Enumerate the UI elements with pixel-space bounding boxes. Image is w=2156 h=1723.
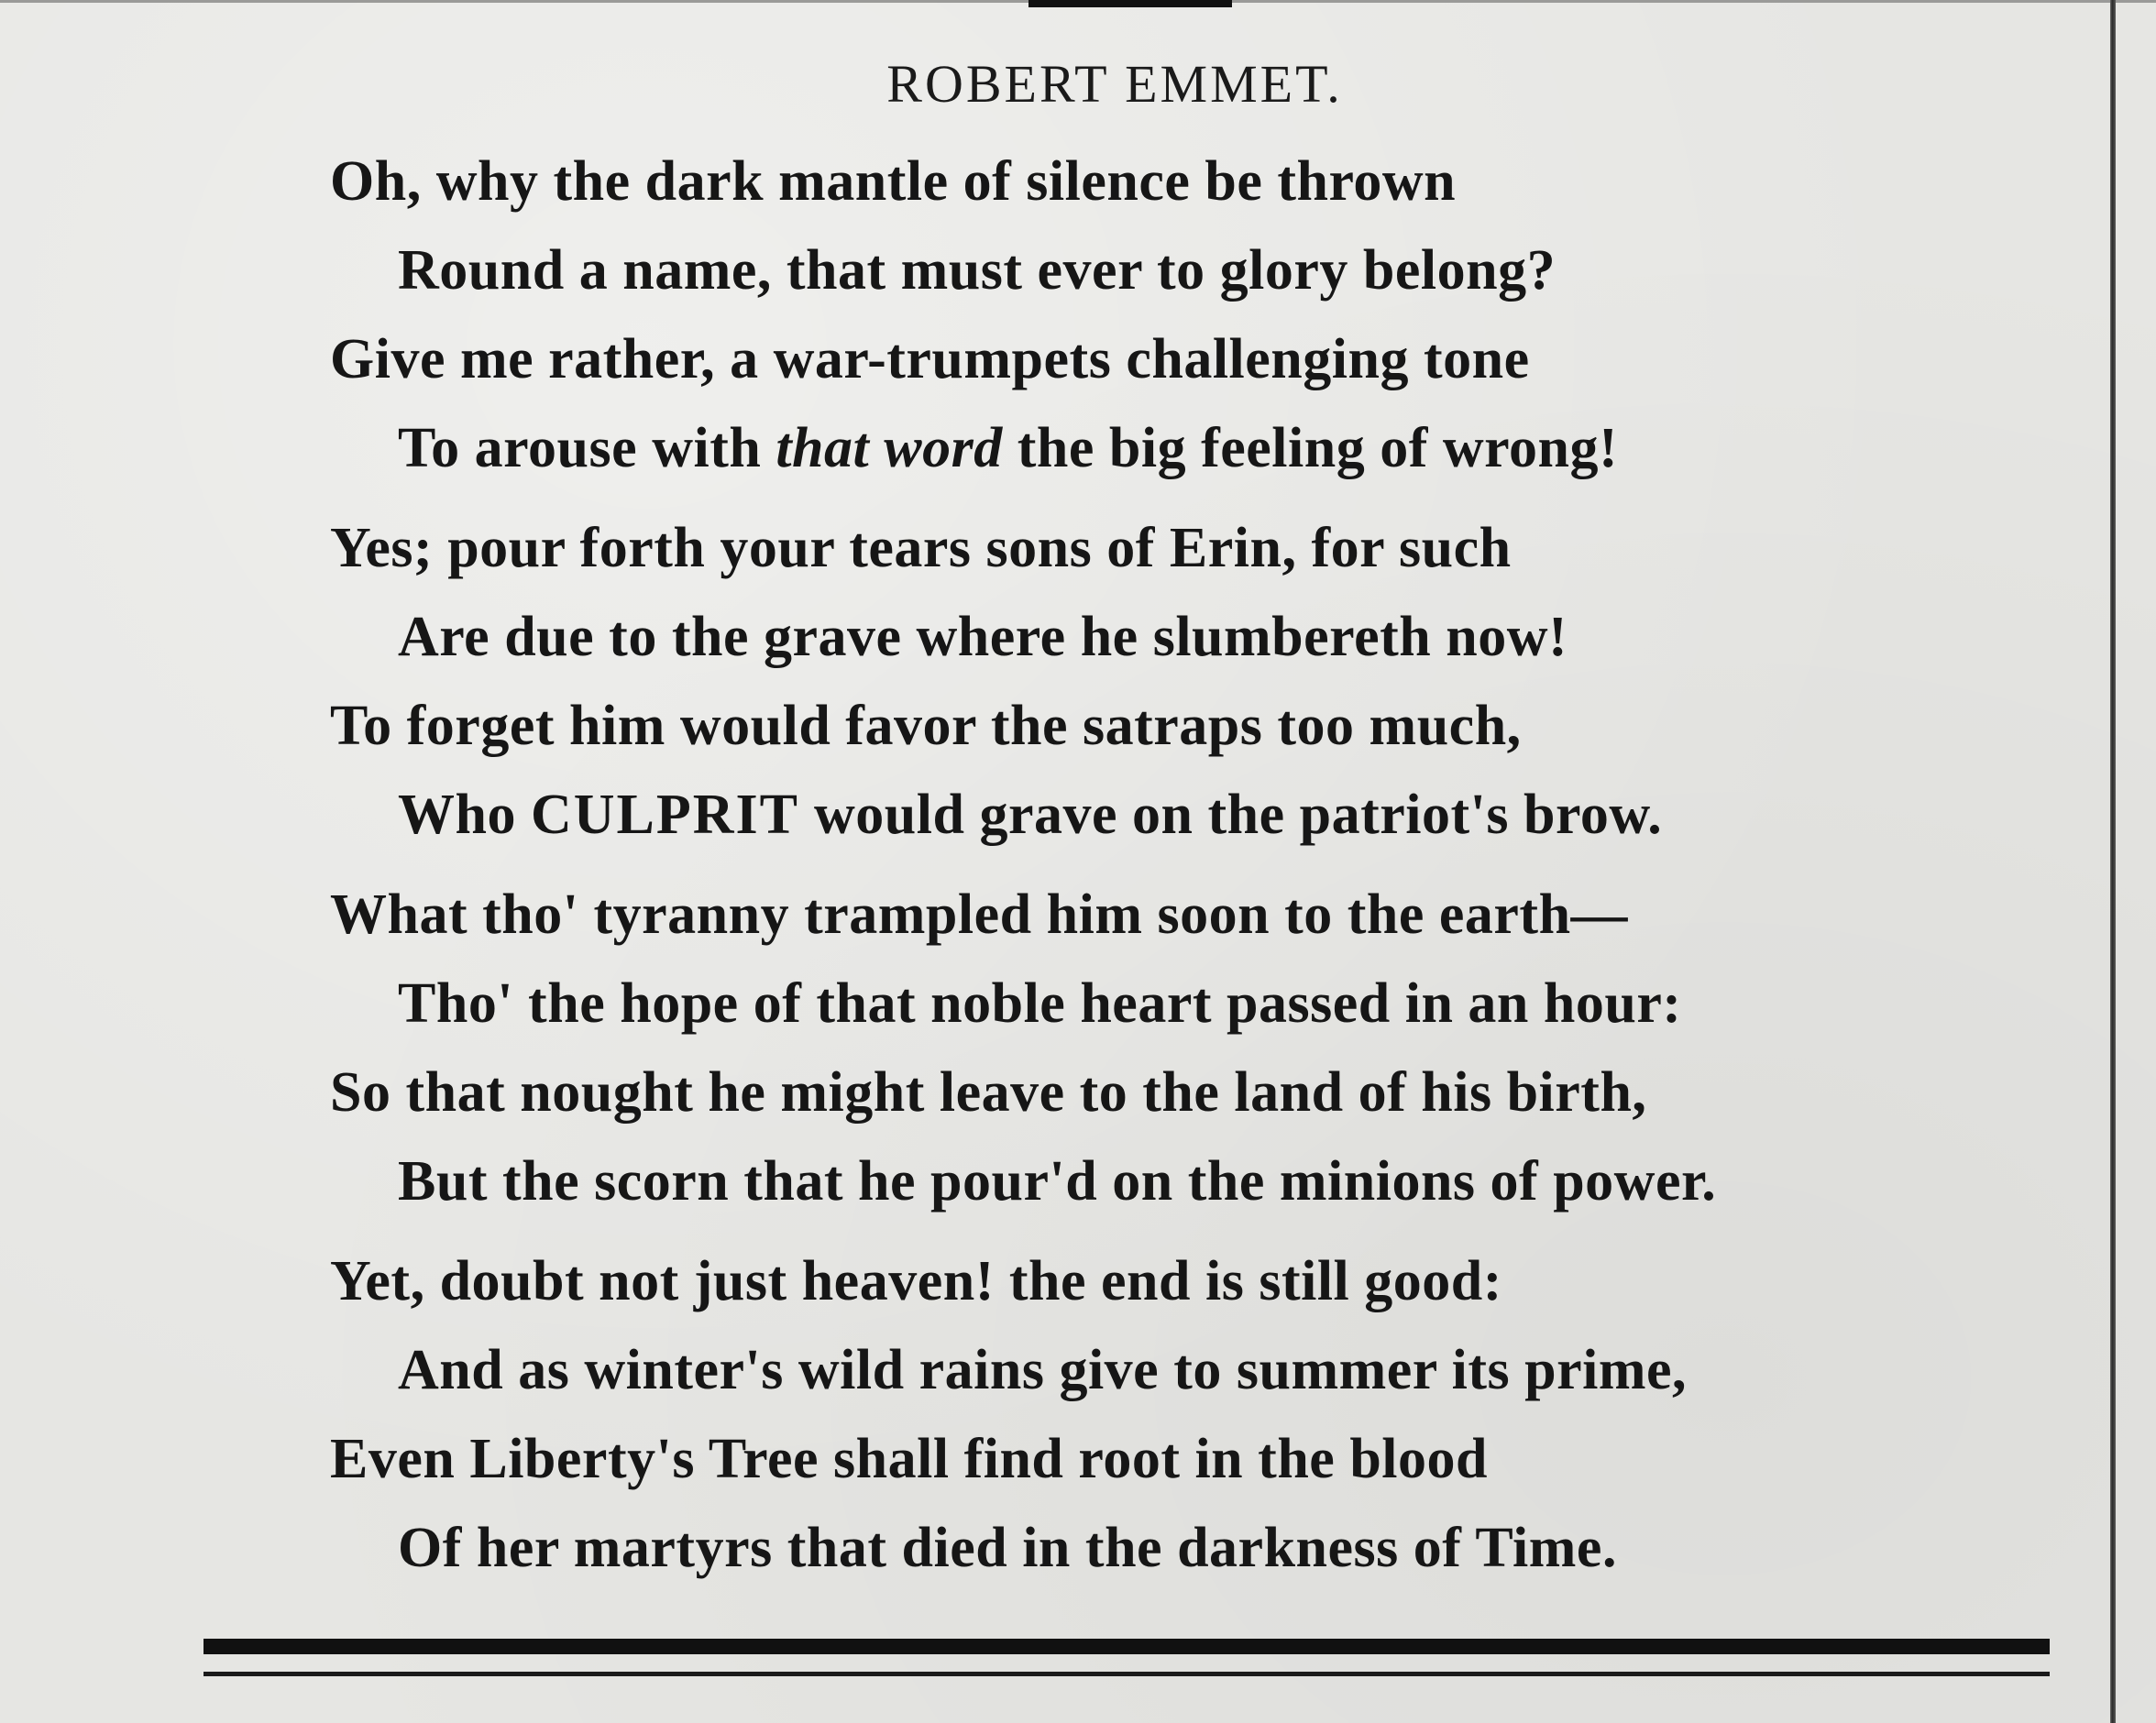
poem-line: Of her martyrs that died in the darkness of Time. bbox=[398, 1517, 1617, 1579]
poem-line: Yet, doubt not just heaven! the end is still good: bbox=[330, 1250, 1502, 1312]
stanza-2 bbox=[330, 504, 2053, 860]
top-column-mark bbox=[1028, 0, 1232, 7]
poem-line bbox=[330, 771, 2053, 860]
line-text: To arouse with bbox=[398, 417, 776, 479]
poem-line: To forget him would favor the satraps too much, bbox=[330, 695, 1522, 757]
poem-body bbox=[330, 137, 2053, 1604]
poem-line: Give me rather, a war-trumpets challenging tone bbox=[330, 328, 1530, 390]
poem-line: Oh, why the dark mantle of silence be thrown bbox=[330, 150, 1457, 213]
poem-line: And as winter's wild rains give to summer its prime, bbox=[398, 1339, 1688, 1401]
poem-line bbox=[330, 404, 2053, 493]
poem-line: Tho' the hope of that noble heart passed in an hour: bbox=[398, 972, 1682, 1035]
stanza-4 bbox=[330, 1237, 2053, 1593]
line-text: the big feeling of wrong! bbox=[1002, 417, 1619, 479]
poem-line: Even Liberty's Tree shall find root in the blood bbox=[330, 1428, 1489, 1490]
poem-title: ROBERT EMMET. bbox=[886, 54, 1343, 114]
italic-phrase: that word bbox=[776, 417, 1003, 479]
poem-line: Are due to the grave where he slumbereth now! bbox=[398, 606, 1568, 668]
closing-rule-thin bbox=[204, 1672, 2050, 1676]
poem-line: So that nought he might leave to the land of his birth, bbox=[330, 1061, 1647, 1124]
column-divider-rule bbox=[2110, 0, 2116, 1723]
line-text: Who bbox=[398, 784, 531, 846]
stanza-3 bbox=[330, 871, 2053, 1226]
poem-line: Round a name, that must ever to glory belong? bbox=[398, 239, 1556, 302]
poem-line: What tho' tyranny trampled him soon to the earth— bbox=[330, 883, 1629, 946]
poem-line: But the scorn that he pour'd on the minions of power. bbox=[398, 1150, 1717, 1213]
small-caps-word: CULPRIT bbox=[530, 784, 800, 846]
poem-line: Yes; pour forth your tears sons of Erin, for such bbox=[330, 517, 1512, 579]
closing-rule-thick bbox=[204, 1639, 2050, 1654]
stanza-1 bbox=[330, 137, 2053, 493]
line-text: would grave on the patriot's brow. bbox=[799, 784, 1663, 846]
